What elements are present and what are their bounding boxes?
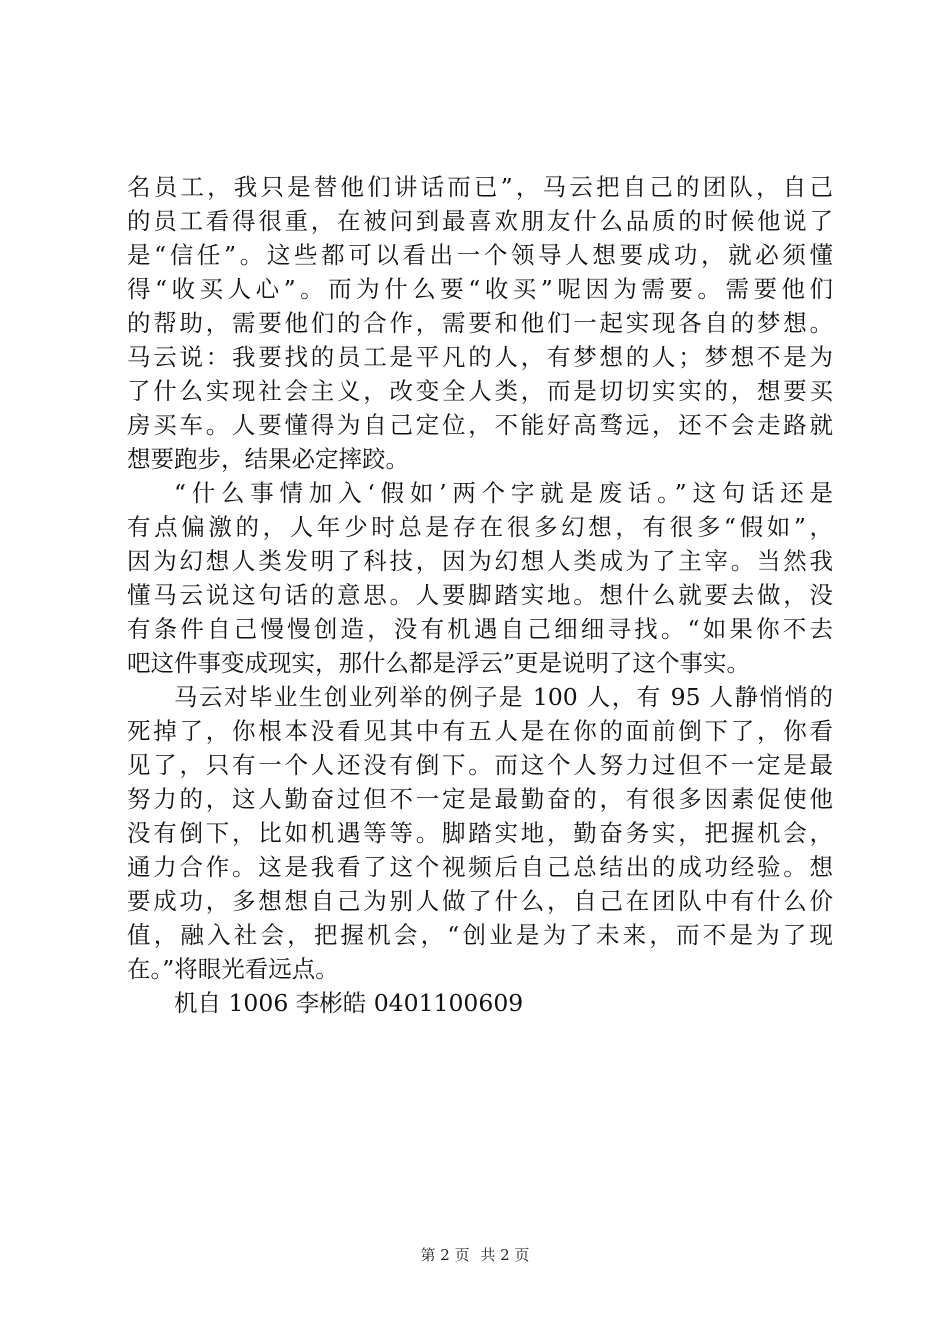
text-line: 马云说：我要找的员工是平凡的人，有梦想的人；梦想不是为 <box>127 343 833 371</box>
text-line: 想要跑步，结果必定摔跤。 <box>127 445 409 473</box>
text-line: 的员工看得很重，在被问到最喜欢朋友什么品质的时候他说了 <box>127 207 833 235</box>
text-line: 机自 1006 李彬皓 0401100609 <box>174 989 524 1017</box>
text-line: 值，融入社会，把握机会，“创业是为了未来，而不是为了现 <box>127 921 833 949</box>
text-line: 马云对毕业生创业列举的例子是 100 人，有 95 人静悄悄的 <box>174 683 833 711</box>
paragraph <box>127 170 833 476</box>
text-line: 懂马云说这句话的意思。人要脚踏实地。想什么就要去做，没 <box>127 581 833 609</box>
text-line: 名员工，我只是替他们讲话而已”，马云把自己的团队，自己 <box>127 173 833 201</box>
document-body <box>127 170 833 1020</box>
text-line: 没有倒下，比如机遇等等。脚踏实地，勤奋务实，把握机会， <box>127 819 833 847</box>
page-footer <box>0 1245 950 1265</box>
text-line: 吧这件事变成现实，那什么都是浮云”更是说明了这个事实。 <box>127 649 751 677</box>
text-line: 有条件自己慢慢创造，没有机遇自己细细寻找。“如果你不去 <box>127 615 833 643</box>
text-line: 得“收买人心”。而为什么要“收买”呢因为需要。需要他们 <box>127 275 833 303</box>
author-signature <box>127 986 833 1020</box>
text-line: 是“信任”。这些都可以看出一个领导人想要成功，就必须懂 <box>127 241 833 269</box>
text-line: 努力的，这人勤奋过但不一定是最勤奋的，有很多因素促使他 <box>127 785 833 813</box>
text-line: 有点偏激的，人年少时总是存在很多幻想，有很多“假如”， <box>127 513 833 541</box>
text-line: 房买车。人要懂得为自己定位，不能好高骛远，还不会走路就 <box>127 411 833 439</box>
text-line: 因为幻想人类发明了科技，因为幻想人类成为了主宰。当然我 <box>127 547 833 575</box>
text-line: 通力合作。这是我看了这个视频后自己总结出的成功经验。想 <box>127 853 833 881</box>
page-number: 第 2 页 <box>420 1246 470 1264</box>
page-total: 共 2 页 <box>480 1246 530 1264</box>
text-line: “什么事情加入‘假如’两个字就是废话。”这句话还是 <box>174 479 833 507</box>
text-line: 见了，只有一个人还没有倒下。而这个人努力过但不一定是最 <box>127 751 833 779</box>
paragraph <box>127 680 833 986</box>
text-line: 死掉了，你根本没看见其中有五人是在你的面前倒下了，你看 <box>127 717 833 745</box>
paragraph <box>127 476 833 680</box>
text-line: 要成功，多想想自己为别人做了什么，自己在团队中有什么价 <box>127 887 833 915</box>
text-line: 了什么实现社会主义，改变全人类，而是切切实实的，想要买 <box>127 377 833 405</box>
text-line: 在。”将眼光看远点。 <box>127 955 339 983</box>
text-line: 的帮助，需要他们的合作，需要和他们一起实现各自的梦想。 <box>127 309 833 337</box>
